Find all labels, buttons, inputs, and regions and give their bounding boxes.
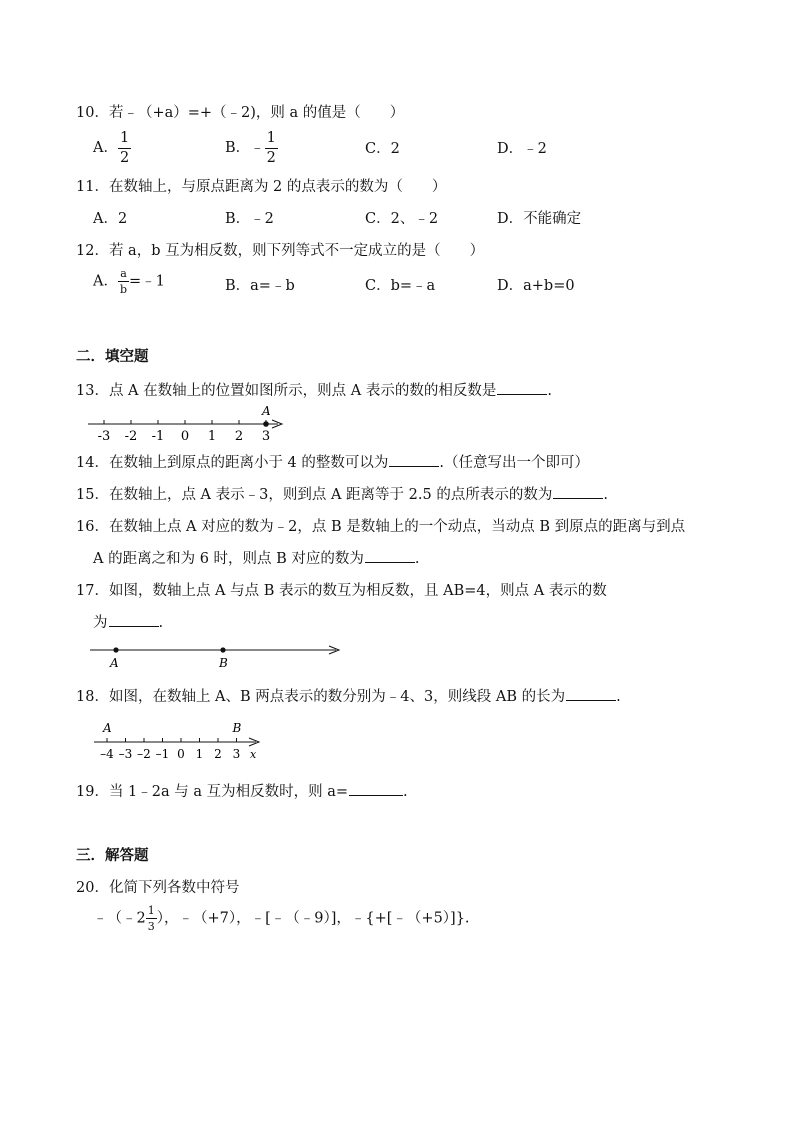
denominator: 2 bbox=[119, 149, 130, 166]
question-10-stem: 10．若﹣（+a）=+（﹣2)，则 a 的值是（ ） bbox=[76, 105, 405, 121]
numerator: a bbox=[118, 268, 129, 282]
option-a bbox=[93, 268, 165, 295]
question-20-stem: 20．化简下列各数中符号 bbox=[76, 880, 240, 896]
option-b bbox=[225, 131, 278, 165]
tick-label: 1 bbox=[207, 429, 217, 444]
question-14 bbox=[76, 451, 589, 472]
point-a-label: A bbox=[110, 656, 119, 670]
question-16-line-1: 16．在数轴上点 A 对应的数为﹣2，点 B 是数轴上的一个动点，当动点 B 到原点的距离与到点 bbox=[76, 519, 686, 535]
question-20-expression bbox=[93, 905, 470, 932]
denominator: 3 bbox=[147, 920, 155, 933]
denominator: b bbox=[119, 283, 128, 296]
question-17-line-1: 17．如图，数轴上点 A 与点 B 表示的数互为相反数，且 AB=4，则点 A 表示的数 bbox=[76, 583, 607, 599]
expr-start: ﹣（﹣2 bbox=[93, 910, 146, 927]
option-d: D．a+b=0 bbox=[497, 278, 575, 294]
answer-blank[interactable] bbox=[566, 686, 616, 702]
tick-label: -1 bbox=[151, 429, 165, 444]
question-15-text: 15．在数轴上，点 A 表示﹣3，则到点 A 距离等于 2.5 的点所表示的数为 bbox=[76, 487, 553, 503]
question-16-text: A 的距离之和为 6 时，则点 B 对应的数为 bbox=[93, 551, 364, 567]
period: . bbox=[547, 383, 552, 399]
tick-label: –4 bbox=[100, 747, 114, 761]
point-b-label: B bbox=[219, 656, 228, 670]
tick-label: 2 bbox=[234, 429, 244, 444]
option-b: B．﹣2 bbox=[225, 211, 274, 227]
tick-label: 3 bbox=[261, 429, 271, 444]
answer-blank[interactable] bbox=[553, 484, 603, 500]
option-b: B．a=﹣b bbox=[225, 278, 295, 294]
section-heading-solve: 三．解答题 bbox=[76, 848, 149, 864]
question-13 bbox=[76, 379, 552, 400]
tick-label: 1 bbox=[195, 747, 204, 761]
numerator: 1 bbox=[147, 904, 155, 917]
tick-label: -3 bbox=[97, 429, 111, 444]
period: . bbox=[603, 487, 608, 503]
question-13-text: 13．点 A 在数轴上的位置如图所示，则点 A 表示的数的相反数是 bbox=[76, 383, 497, 399]
option-d: D．不能确定 bbox=[497, 211, 582, 227]
period: . bbox=[414, 551, 420, 567]
answer-blank[interactable] bbox=[365, 548, 415, 564]
tick-label: –3 bbox=[118, 747, 133, 761]
minus-sign: ﹣ bbox=[250, 140, 265, 156]
point-a-label: A bbox=[262, 404, 271, 418]
numerator: 1 bbox=[265, 131, 278, 149]
number-line-q17 bbox=[90, 640, 350, 670]
question-15 bbox=[76, 483, 608, 504]
fraction bbox=[265, 131, 278, 165]
period: . bbox=[158, 615, 164, 631]
tick-label: –1 bbox=[155, 747, 170, 761]
answer-blank[interactable] bbox=[349, 781, 403, 797]
option-a: A．2 bbox=[93, 211, 128, 227]
question-19 bbox=[76, 780, 408, 801]
question-17-text: 为 bbox=[93, 615, 108, 631]
option-c: C．b=﹣a bbox=[365, 278, 436, 294]
option-c: C．2 bbox=[365, 141, 400, 157]
question-18-text: 18．如图，在数轴上 A、B 两点表示的数分别为﹣4、3，则线段 AB 的长为 bbox=[76, 689, 566, 705]
point-a-label: A bbox=[103, 721, 112, 735]
question-16-line-2 bbox=[93, 547, 420, 568]
fraction bbox=[146, 905, 157, 932]
tick-label: 2 bbox=[214, 747, 222, 761]
fraction bbox=[118, 131, 131, 165]
option-d: D．﹣2 bbox=[497, 141, 547, 157]
question-11-stem: 11．在数轴上，与原点距离为 2 的点表示的数为（ ） bbox=[76, 179, 447, 195]
option-a-rest: =﹣1 bbox=[129, 273, 165, 290]
number-line-q18 bbox=[94, 718, 274, 766]
period: . bbox=[616, 689, 621, 705]
denominator: 2 bbox=[266, 149, 276, 166]
period: . bbox=[403, 784, 408, 800]
answer-blank[interactable] bbox=[389, 452, 439, 468]
axis-name-label: x bbox=[250, 748, 257, 761]
number-line-q13 bbox=[88, 398, 308, 444]
option-c: C．2、﹣2 bbox=[365, 211, 439, 227]
question-17-line-2 bbox=[93, 611, 163, 632]
answer-blank[interactable] bbox=[109, 612, 159, 628]
question-14-text: 14．在数轴上到原点的距离小于 4 的整数可以为 bbox=[76, 455, 389, 471]
question-18 bbox=[76, 685, 621, 706]
point-b-label: B bbox=[232, 721, 242, 735]
expr-rest: ），﹣（+7），﹣[﹣（﹣9）]，﹣{+[﹣（+5）]}. bbox=[156, 910, 470, 927]
numerator: 1 bbox=[118, 131, 131, 149]
option-a bbox=[93, 131, 131, 165]
tick-label: -2 bbox=[124, 429, 138, 444]
tick-label: –2 bbox=[137, 747, 151, 761]
point-a bbox=[263, 421, 269, 427]
tick-label: 0 bbox=[177, 747, 185, 761]
fraction bbox=[118, 268, 129, 295]
section-heading-fill-in: 二．填空题 bbox=[76, 349, 149, 365]
point-a bbox=[113, 647, 118, 652]
option-b-label: B． bbox=[225, 140, 251, 156]
question-14-tail: .（任意写出一个即可） bbox=[439, 455, 590, 471]
question-12-stem: 12．若 a，b 互为相反数，则下列等式不一定成立的是（ ） bbox=[76, 243, 485, 259]
answer-blank[interactable] bbox=[497, 380, 547, 396]
tick-label: 3 bbox=[232, 747, 241, 761]
point-b bbox=[220, 647, 225, 652]
option-a-label: A． bbox=[93, 140, 118, 156]
option-a-label: A． bbox=[93, 273, 118, 290]
tick-label: 0 bbox=[180, 429, 190, 444]
question-19-text: 19．当 1﹣2a 与 a 互为相反数时，则 a= bbox=[76, 784, 349, 800]
